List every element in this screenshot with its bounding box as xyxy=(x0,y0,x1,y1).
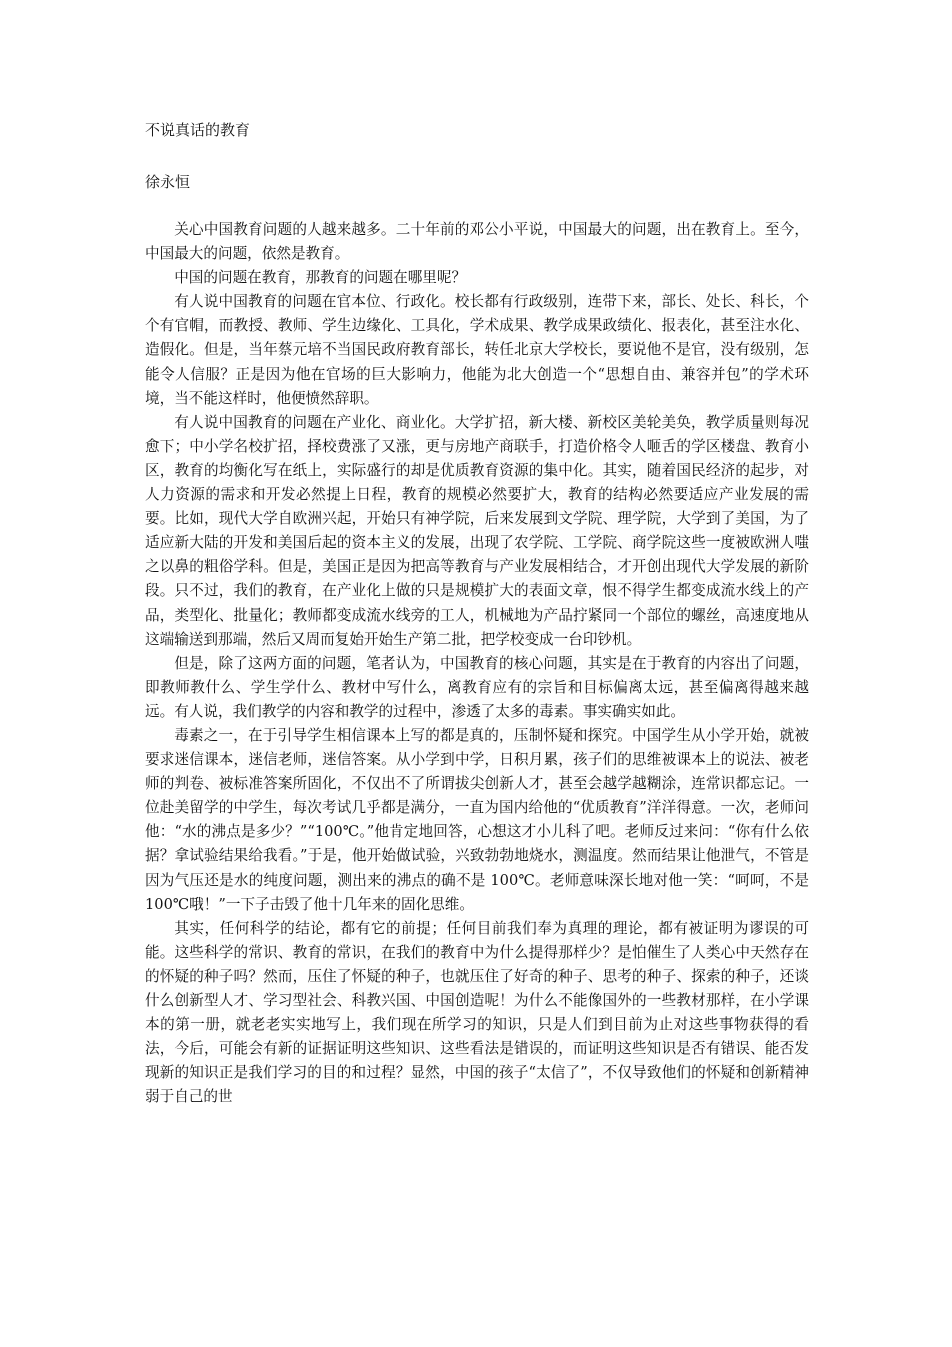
document-title: 不说真话的教育 xyxy=(145,121,251,139)
body-paragraph: 其实，任何科学的结论，都有它的前提；任何目前我们奉为真理的理论，都有被证明为谬误的可能。这些科学的常识、教育的常识，在我们的教育中为什么提得那样少？是怕催生了人类心中天然存在的怀疑的种子吗？然而，压住了怀疑的种子，也就压住了好奇的种子、思考的种子、探索的种子，还谈什么创新型人才、学习型社会、科教兴国、中国创造呢！为什么不能像国外的一些教材那样，在小学课本的第一册，就老老实实地写上，我们现在所学习的知识，只是人们到目前为止对这些事物获得的看法，今后，可能会有新的证据证明这些知识、这些看法是错误的，而证明这些知识是否有错误、能否发现新的知识正是我们学习的目的和过程？显然，中国的孩子“太信了”，不仅导致他们的怀疑和创新精神弱于自己的世 xyxy=(145,919,809,1106)
body-paragraph: 但是，除了这两方面的问题，笔者认为，中国教育的核心问题，其实是在于教育的内容出了问题，即教师教什么、学生学什么、教材中写什么，离教育应有的宗旨和目标偏离太远，甚至偏离得越来越远。有人说，我们教学的内容和教学的过程中，渗透了太多的毒素。事实确实如此。 xyxy=(145,654,809,720)
document-author: 徐永恒 xyxy=(145,173,191,191)
body-paragraph: 毒素之一，在于引导学生相信课本上写的都是真的，压制怀疑和探究。中国学生从小学开始，就被要求迷信课本，迷信老师，迷信答案。从小学到中学，日积月累，孩子们的思维被课本上的说法、被老师的判卷、被标准答案所固化，不仅出不了所谓拔尖创新人才，甚至会越学越糊涂，连常识都忘记。一位赴美留学的中学生，每次考试几乎都是满分，一直为国内给他的“优质教育”洋洋得意。一次，老师问他：“水的沸点是多少？”“100℃。”他肯定地回答，心想这才小儿科了吧。老师反过来问：“你有什么依据？拿试验结果给我看。”于是，他开始做试验，兴致勃勃地烧水，测温度。然而结果让他泄气，不管是因为气压还是水的纯度问题，测出来的沸点的确不是 100℃。老师意味深长地对他一笑：“呵呵，不是 100℃哦！”一下子击毁了他十几年来的固化思维。 xyxy=(145,726,809,913)
document-body xyxy=(145,218,809,1109)
body-paragraph: 中国的问题在教育，那教育的问题在哪里呢？ xyxy=(174,269,467,287)
body-paragraph: 关心中国教育问题的人越来越多。二十年前的邓公小平说，中国最大的问题，出在教育上。至今，中国最大的问题，依然是教育。 xyxy=(145,221,809,263)
body-paragraph: 有人说中国教育的问题在官本位、行政化。校长都有行政级别，连带下来，部长、处长、科长，个个有官帽，而教授、教师、学生边缘化、工具化，学术成果、教学成果政绩化、报表化，甚至注水化、造假化。但是，当年蔡元培不当国民政府教育部长，转任北京大学校长，要说他不是官，没有级别，怎能令人信服？正是因为他在官场的巨大影响力，他能为北大创造一个“思想自由、兼容并包”的学术环境，当不能这样时，他便愤然辞职。 xyxy=(145,293,809,407)
body-paragraph: 有人说中国教育的问题在产业化、商业化。大学扩招，新大楼、新校区美轮美奂，教学质量则每况愈下；中小学名校扩招，择校费涨了又涨，更与房地产商联手，打造价格令人咂舌的学区楼盘、教育小区，教育的均衡化写在纸上，实际盛行的却是优质教育资源的集中化。其实，随着国民经济的起步，对人力资源的需求和开发必然提上日程，教育的规模必然要扩大，教育的结构必然要适应产业发展的需要。比如，现代大学自欧洲兴起，开始只有神学院，后来发展到文学院、理学院，大学到了美国，为了适应新大陆的开发和美国后起的资本主义的发展，出现了农学院、工学院、商学院这些一度被欧洲人嗤之以鼻的粗俗学科。但是，美国正是因为把高等教育与产业发展相结合，才开创出现代大学发展的新阶段。只不过，我们的教育，在产业化上做的只是规模扩大的表面文章，恨不得学生都变成流水线上的产品，类型化、批量化；教师都变成流水线旁的工人，机械地为产品拧紧同一个部位的螺丝，高速度地从这端输送到那端，然后又周而复始开始生产第二批，把学校变成一台印钞机。 xyxy=(145,413,809,648)
